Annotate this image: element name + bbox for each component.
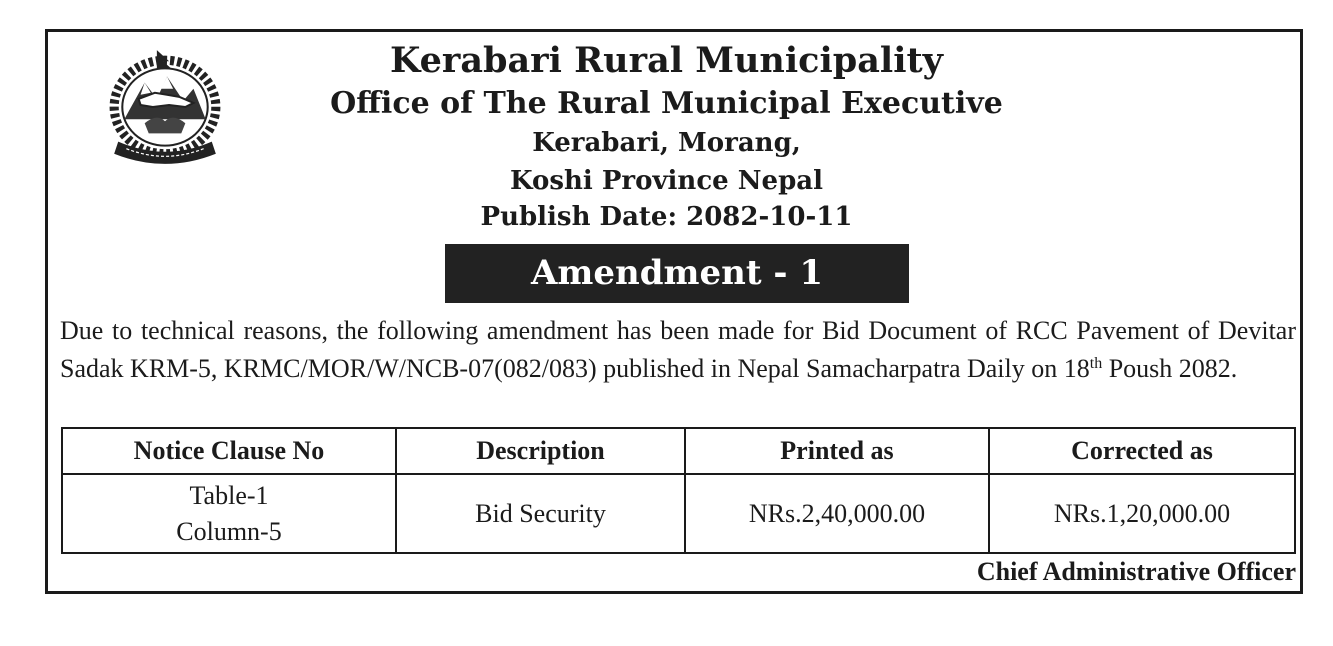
printed-as-cell: NRs.2,40,000.00 — [685, 474, 989, 553]
amendment-title-banner: Amendment - 1 — [445, 244, 909, 303]
header-corrected-as: Corrected as — [989, 428, 1295, 474]
header-notice-clause-no: Notice Clause No — [62, 428, 396, 474]
description-cell: Bid Security — [396, 474, 685, 553]
table-row — [62, 474, 1295, 553]
clause-line-1: Table-1 — [189, 480, 269, 510]
header-description: Description — [396, 428, 685, 474]
ordinal-suffix: th — [1089, 355, 1103, 372]
clause-cell — [62, 474, 396, 553]
publish-date: Publish Date: 2082-10-11 — [480, 202, 853, 232]
location-line-1: Kerabari, Morang, — [532, 128, 801, 158]
corrected-as-cell: NRs.1,20,000.00 — [989, 474, 1295, 553]
office-name: Office of The Rural Municipal Executive — [330, 86, 1003, 121]
notice-text-end: Poush 2082. — [1102, 354, 1238, 383]
notice-text: Due to technical reasons, the following amendment has been made for Bid Document of RCC Pavement of Devitar Sadak KRM-5, KRMC/MOR/W/NCB-07(082/083) published in Nepal Samacharpatra Daily on 18 — [60, 316, 1296, 383]
notice-paragraph — [60, 312, 1296, 388]
municipality-name: Kerabari Rural Municipality — [389, 40, 944, 81]
location-line-2: Koshi Province Nepal — [510, 166, 823, 196]
clause-line-2: Column-5 — [176, 516, 282, 546]
signature-title: Chief Administrative Officer — [976, 557, 1296, 586]
amendment-table — [61, 427, 1296, 554]
table-header-row — [62, 428, 1295, 474]
header-printed-as: Printed as — [685, 428, 989, 474]
